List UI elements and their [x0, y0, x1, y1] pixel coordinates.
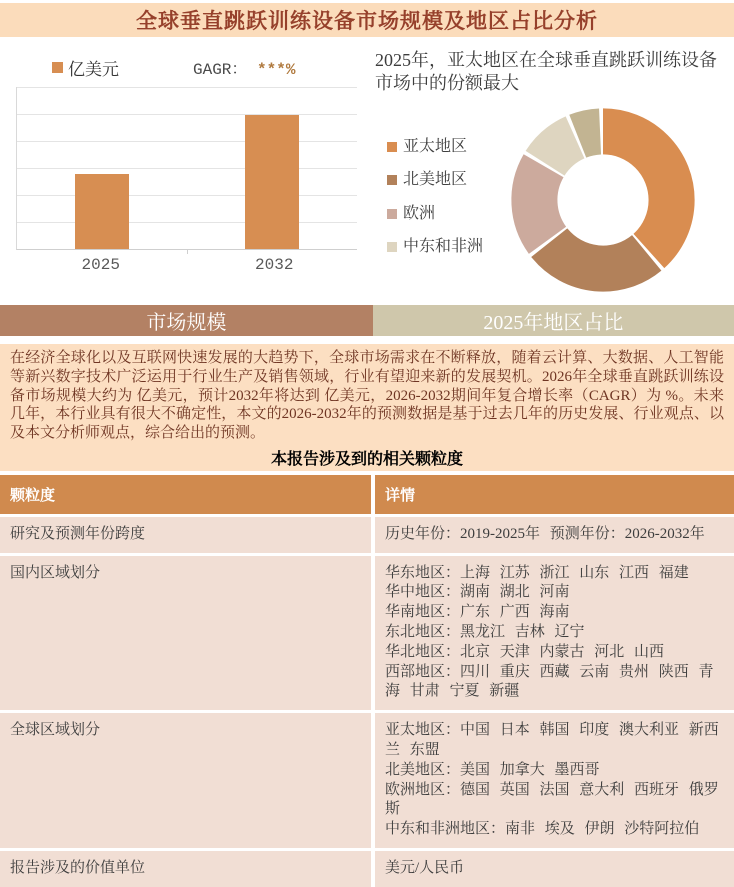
bar-x-axis-labels [14, 256, 361, 274]
summary-paragraph: 在经济全球化以及互联网快速发展的大趋势下，全球市场需求在不断释放，随着云计算、大数据、人工智能等新兴数字技术广泛运用于行业生产及销售领域，行业有望迎来新的发展契机。2026年全球垂直跳跃训练设备市场规模大约为 亿美元，预计2032年将达到 亿美元，2026-2032期间年复合增长率（CAGR）为 %。未来几年，本行业具有很大不确定性，本文的2026-2032年的预测数据是基于过去几年的历史发展、行业观点、以及本文分析师观点，综合给出的预测。 [10, 350, 724, 441]
bar-2025 [75, 174, 129, 249]
donut-chart-panel [367, 43, 734, 303]
table-row [0, 851, 734, 887]
detail-cell [375, 556, 734, 711]
table-row [0, 556, 734, 711]
table-row [0, 713, 734, 848]
legend-swatch [387, 142, 397, 152]
detail-line: 北美地区：美国 加拿大 墨西哥 [385, 761, 600, 778]
table-header-granularity: 颗粒度 [0, 475, 371, 514]
bar-legend-label: 亿美元 [68, 59, 119, 79]
donut-chart [505, 102, 701, 298]
donut-legend-item [387, 171, 505, 189]
donut-legend-item [387, 138, 505, 156]
x-axis-label-2032: 2032 [255, 256, 294, 274]
table-header-row [0, 475, 734, 514]
bar-2032 [245, 115, 299, 249]
granularity-heading: 本报告涉及到的相关颗粒度 [270, 450, 463, 468]
bar-chart-plot [16, 87, 357, 250]
x-axis-label-2025: 2025 [81, 256, 120, 274]
cagr-label: GAGR： [193, 60, 248, 79]
granularity-cell: 全球区域划分 [0, 713, 371, 848]
legend-swatch [387, 175, 397, 185]
bar-chart-panel [0, 43, 367, 303]
page-title: 全球垂直跳跃训练设备市场规模及地区占比分析 [136, 9, 598, 33]
cagr-masked-value: ***% [257, 60, 296, 79]
donut-headline: 2025年，亚太地区在全球垂直跳跃训练设备市场中的份额最大 [375, 50, 717, 94]
tab-region-share[interactable]: 2025年地区占比 [373, 305, 734, 336]
table-row [0, 517, 734, 553]
page-title-bar [0, 3, 734, 37]
detail-line: 东北地区：黑龙江 吉林 辽宁 [385, 623, 585, 640]
table-body [0, 517, 734, 887]
granularity-cell: 研究及预测年份跨度 [0, 517, 371, 553]
detail-line: 欧洲地区：德国 英国 法国 意大利 西班牙 俄罗斯 [385, 781, 719, 818]
bar-chart-legend [52, 55, 361, 79]
legend-label: 中东和非洲 [403, 237, 484, 255]
granularity-cell: 国内区域划分 [0, 556, 371, 711]
legend-swatch [387, 209, 397, 219]
section-tabs [0, 305, 734, 336]
detail-cell [375, 713, 734, 848]
granularity-cell: 报告涉及的价值单位 [0, 851, 371, 887]
detail-line: 华东地区：上海 江苏 浙江 山东 江西 福建 [385, 564, 689, 581]
detail-line: 华南地区：广东 广西 海南 [385, 604, 570, 621]
detail-line: 华北地区：北京 天津 内蒙古 河北 山西 [385, 643, 665, 660]
tab-market-size[interactable]: 市场规模 [0, 305, 373, 336]
detail-cell [375, 517, 734, 553]
detail-line: 美元/人民币 [385, 859, 465, 876]
donut-legend-item [387, 238, 505, 256]
detail-line: 历史年份：2019-2025年 预测年份：2026-2032年 [385, 525, 705, 542]
detail-line: 西部地区：四川 重庆 西藏 云南 贵州 陕西 青海 甘肃 宁夏 新疆 [385, 663, 714, 700]
detail-cell [375, 851, 734, 887]
legend-label: 亚太地区 [403, 137, 468, 155]
cagr-text [193, 56, 295, 79]
donut-chart-wrap [375, 100, 730, 298]
summary-block [0, 344, 734, 471]
legend-label: 北美地区 [403, 171, 468, 189]
donut-legend-item [387, 205, 505, 223]
granularity-table [0, 475, 734, 887]
report-page [0, 3, 734, 876]
legend-label: 欧洲 [403, 204, 436, 222]
detail-line: 华中地区：湖南 湖北 河南 [385, 584, 570, 601]
table-header-detail: 详情 [375, 475, 734, 514]
bar-legend-swatch [52, 62, 63, 73]
charts-row [0, 37, 734, 303]
legend-swatch [387, 242, 397, 252]
detail-line: 中东和非洲地区：南非 埃及 伊朗 沙特阿拉伯 [385, 821, 700, 838]
donut-legend [387, 138, 505, 272]
detail-line: 亚太地区：中国 日本 韩国 印度 澳大利亚 新西兰 东盟 [385, 722, 719, 758]
